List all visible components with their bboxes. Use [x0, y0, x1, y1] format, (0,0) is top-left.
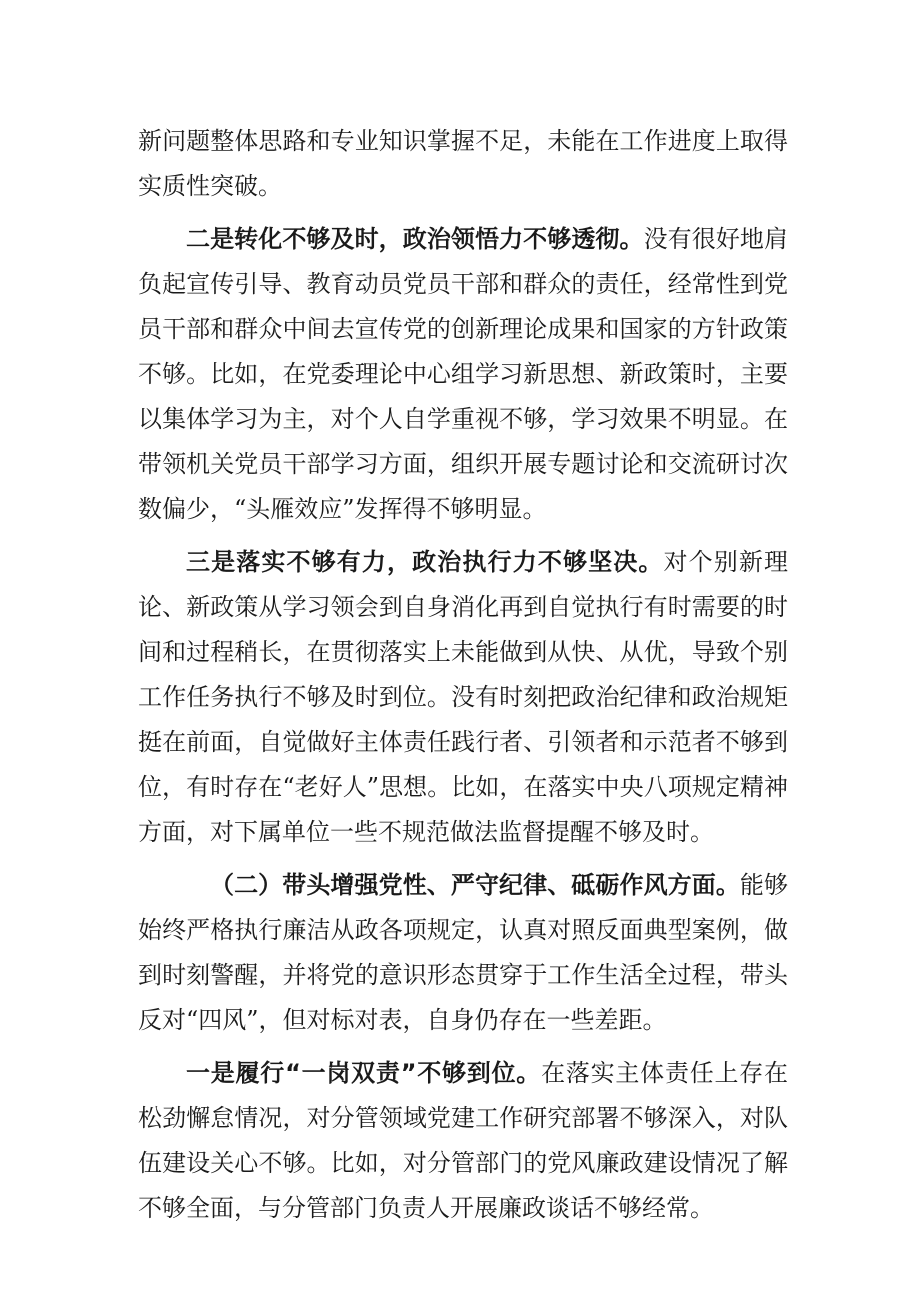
paragraph-continuation	[138, 119, 788, 209]
paragraph-point-1	[138, 1051, 788, 1231]
paragraph-heading: 三是落实不够有力，政治执行力不够坚决。	[186, 548, 664, 576]
paragraph-body: 没有很好地肩负起宣传引导、教育动员党员干部和群众的责任，经常性到党员干部和群众中间去宣传党的创新理论成果和国家的方针政策不够。比如，在党委理论中心组学习新思想、新政策时，主要以集体学习为主，对个人自学重视不够，学习效果不明显。在带领机关党员干部学习方面，组织开展专题讨论和交流研讨次数偏少，“头雁效应”发挥得不够明显。	[138, 225, 789, 523]
paragraph-point-2	[138, 217, 788, 532]
section-heading: （二）带头增强党性、严守纪律、砥砺作风方面。	[210, 871, 740, 899]
paragraph-heading: 一是履行“一岗双责”不够到位。	[186, 1059, 542, 1087]
paragraph-heading: 二是转化不够及时，政治领悟力不够透彻。	[186, 225, 644, 253]
paragraph-body: 在落实主体责任上存在松劲懈怠情况，对分管领域党建工作研究部署不够深入，对队伍建设关心不够。比如，对分管部门的党风廉政建设情况了解不够全面，与分管部门负责人开展廉政谈话不够经常。	[138, 1059, 789, 1222]
paragraph-section-2	[138, 863, 788, 1043]
document-body	[138, 119, 788, 1239]
paragraph-point-3	[138, 540, 788, 855]
paragraph-body: 能够始终严格执行廉洁从政各项规定，认真对照反面典型案例，做到时刻警醒，并将党的意识形态贯穿于工作生活全过程，带头反对“四风”，但对标对表，自身仍存在一些差距。	[138, 871, 789, 1034]
paragraph-body: 新问题整体思路和专业知识掌握不足，未能在工作进度上取得实质性突破。	[138, 127, 788, 200]
paragraph-body: 对个别新理论、新政策从学习领会到自身消化再到自觉执行有时需要的时间和过程稍长，在贯彻落实上未能做到从快、从优，导致个别工作任务执行不够及时到位。没有时刻把政治纪律和政治规矩挺在前面，自觉做好主体责任践行者、引领者和示范者不够到位，有时存在“老好人”思想。比如，在落实中央八项规定精神方面，对下属单位一些不规范做法监督提醒不够及时。	[138, 548, 789, 846]
